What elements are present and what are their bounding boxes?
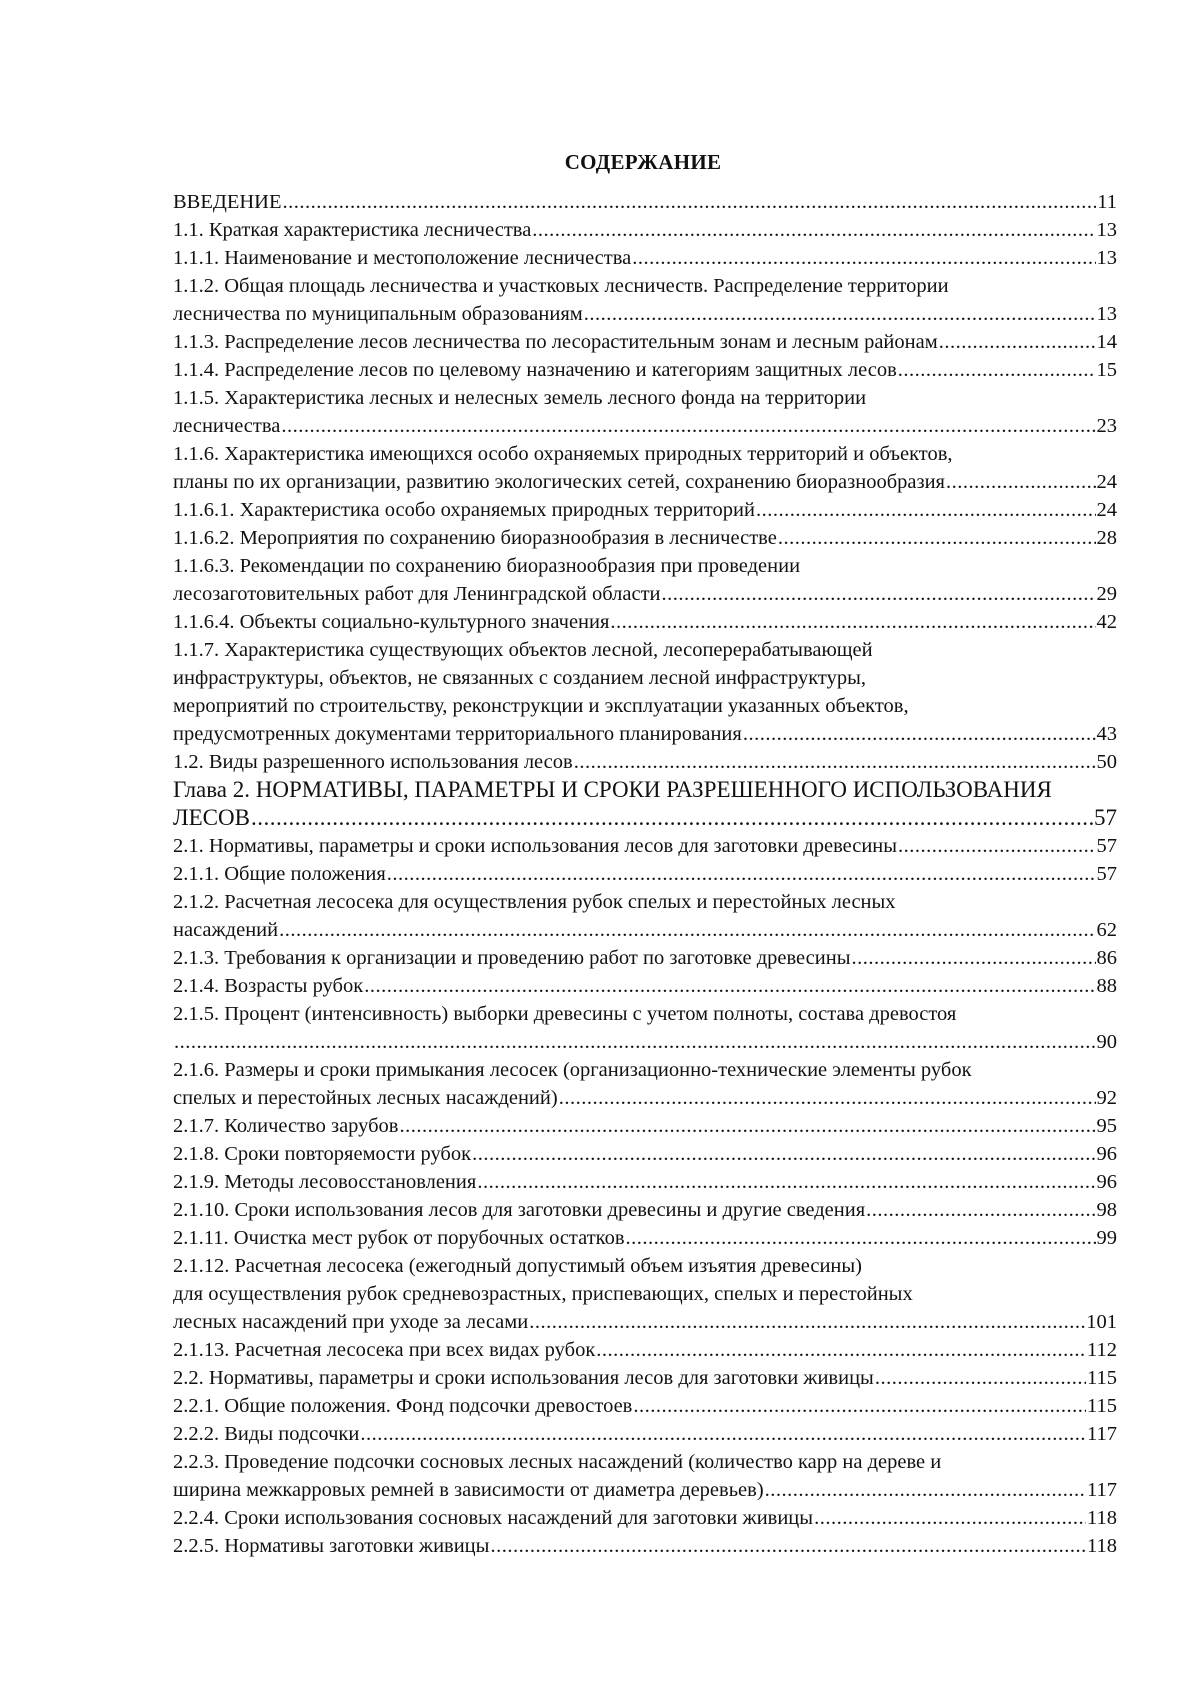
toc-page-number: 57 bbox=[1096, 835, 1117, 857]
toc-entry-text: 2.1.11. Очистка мест рубок от порубочных остатков bbox=[173, 1227, 625, 1249]
toc-page-number: 57 bbox=[1096, 863, 1117, 885]
toc-entry[interactable] bbox=[173, 384, 1117, 440]
toc-page-number: 118 bbox=[1087, 1507, 1117, 1529]
toc-page-number: 11 bbox=[1097, 191, 1117, 213]
toc-page-number: 92 bbox=[1096, 1087, 1117, 1109]
toc-entry-last-line bbox=[173, 1196, 1117, 1224]
toc-entry-last-line bbox=[173, 244, 1117, 272]
dot-leader bbox=[626, 1224, 1096, 1252]
toc-entry-last-line bbox=[173, 1532, 1117, 1560]
toc-page-number: 115 bbox=[1087, 1367, 1117, 1389]
table-of-contents bbox=[173, 188, 1117, 1560]
toc-entry-text: Глава 2. НОРМАТИВЫ, ПАРАМЕТРЫ И СРОКИ РАЗРЕШЕННОГО ИСПОЛЬЗОВАНИЯ bbox=[173, 777, 1052, 802]
dot-leader bbox=[364, 972, 1095, 1000]
dot-leader bbox=[662, 580, 1096, 608]
toc-entry[interactable] bbox=[173, 496, 1117, 524]
toc-entry[interactable] bbox=[173, 1168, 1117, 1196]
toc-entry-text: 1.1.6. Характеристика имеющихся особо охраняемых природных территорий и объектов, bbox=[173, 443, 953, 465]
toc-entry[interactable] bbox=[173, 524, 1117, 552]
toc-page-number: 96 bbox=[1096, 1143, 1117, 1165]
toc-entry-text: 2.2. Нормативы, параметры и сроки использования лесов для заготовки живицы bbox=[173, 1367, 874, 1389]
toc-entry-text: предусмотренных документами территориального планирования bbox=[173, 723, 742, 745]
toc-entry[interactable] bbox=[173, 328, 1117, 356]
toc-entry-text: 1.1.7. Характеристика существующих объектов лесной, лесоперерабатывающей bbox=[173, 639, 873, 661]
toc-entry[interactable] bbox=[173, 440, 1117, 496]
toc-entry-last-line bbox=[173, 944, 1117, 972]
toc-page-number: 14 bbox=[1096, 331, 1117, 353]
toc-page-number: 24 bbox=[1096, 471, 1117, 493]
toc-entry[interactable] bbox=[173, 1392, 1117, 1420]
toc-entry[interactable] bbox=[173, 216, 1117, 244]
toc-page-number: 50 bbox=[1096, 751, 1117, 773]
toc-entry[interactable] bbox=[173, 1056, 1117, 1112]
toc-page-number: 98 bbox=[1096, 1199, 1117, 1221]
dot-leader bbox=[400, 1112, 1096, 1140]
toc-page-number: 13 bbox=[1096, 303, 1117, 325]
dot-leader bbox=[574, 748, 1096, 776]
toc-entry-last-line bbox=[173, 412, 1117, 440]
dot-leader bbox=[610, 608, 1095, 636]
toc-entry[interactable] bbox=[173, 944, 1117, 972]
toc-entry-text: инфраструктуры, объектов, не связанных с созданием лесной инфраструктуры, bbox=[173, 667, 866, 689]
toc-entry-last-line bbox=[173, 496, 1117, 524]
toc-page-number: 112 bbox=[1087, 1339, 1117, 1361]
toc-entry[interactable] bbox=[173, 552, 1117, 608]
toc-page-number: 115 bbox=[1087, 1395, 1117, 1417]
toc-entry-last-line bbox=[173, 1364, 1117, 1392]
dot-leader bbox=[875, 1364, 1086, 1392]
toc-entry-text: 2.1.4. Возрасты рубок bbox=[173, 975, 364, 997]
dot-leader bbox=[387, 860, 1096, 888]
toc-entry[interactable] bbox=[173, 272, 1117, 328]
dot-leader bbox=[529, 1308, 1085, 1336]
toc-title: СОДЕРЖАНИЕ bbox=[564, 150, 722, 174]
toc-entry-last-line bbox=[173, 1392, 1117, 1420]
toc-entry-text: 1.1.1. Наименование и местоположение лесничества bbox=[173, 247, 632, 269]
toc-entry-last-line bbox=[173, 804, 1117, 832]
dot-leader bbox=[851, 944, 1095, 972]
toc-entry[interactable] bbox=[173, 1364, 1117, 1392]
toc-entry-last-line bbox=[173, 916, 1117, 944]
toc-entry-last-line bbox=[173, 608, 1117, 636]
toc-entry-last-line bbox=[173, 1028, 1117, 1056]
dot-leader bbox=[898, 356, 1096, 384]
toc-entry-text: 1.1.6.1. Характеристика особо охраняемых природных территорий bbox=[173, 499, 755, 521]
toc-page-number: 117 bbox=[1087, 1423, 1117, 1445]
toc-entry-text: 2.1.3. Требования к организации и проведению работ по заготовке древесины bbox=[173, 947, 851, 969]
toc-entry[interactable] bbox=[173, 776, 1117, 832]
toc-entry-text: ширина межкарровых ремней в зависимости от диаметра деревьев) bbox=[173, 1479, 764, 1501]
toc-entry-text: 1.1.6.3. Рекомендации по сохранению биоразнообразия при проведении bbox=[173, 555, 801, 577]
toc-entry[interactable] bbox=[173, 1252, 1117, 1336]
toc-entry-last-line bbox=[173, 524, 1117, 552]
toc-page-number: 90 bbox=[1096, 1031, 1117, 1053]
toc-entry-last-line bbox=[173, 832, 1117, 860]
toc-entry-last-line bbox=[173, 1308, 1117, 1336]
toc-page-number: 13 bbox=[1096, 247, 1117, 269]
toc-entry-last-line bbox=[173, 1168, 1117, 1196]
toc-page-number: 42 bbox=[1096, 611, 1117, 633]
toc-entry-last-line bbox=[173, 356, 1117, 384]
toc-entry[interactable] bbox=[173, 1196, 1117, 1224]
toc-entry-text: лесных насаждений при уходе за лесами bbox=[173, 1311, 529, 1333]
toc-entry-text: 1.2. Виды разрешенного использования лесов bbox=[173, 751, 573, 773]
toc-entry-last-line bbox=[173, 1112, 1117, 1140]
toc-entry-text: 2.1.6. Размеры и сроки примыкания лесосек (организационно-технические элементы рубок bbox=[173, 1059, 972, 1081]
toc-page-number: 86 bbox=[1096, 947, 1117, 969]
dot-leader bbox=[174, 1028, 1096, 1056]
dot-leader bbox=[898, 832, 1095, 860]
toc-entry-last-line bbox=[173, 1420, 1117, 1448]
toc-entry[interactable] bbox=[173, 1336, 1117, 1364]
dot-leader bbox=[946, 468, 1096, 496]
dot-leader bbox=[281, 412, 1095, 440]
toc-entry-text: 2.1.8. Сроки повторяемости рубок bbox=[173, 1143, 472, 1165]
toc-entry-text: 2.2.5. Нормативы заготовки живицы bbox=[173, 1535, 490, 1557]
toc-entry-last-line bbox=[173, 1476, 1117, 1504]
dot-leader bbox=[596, 1336, 1086, 1364]
dot-leader bbox=[490, 1532, 1086, 1560]
toc-page-number: 28 bbox=[1096, 527, 1117, 549]
toc-page-number: 24 bbox=[1096, 499, 1117, 521]
toc-entry-last-line bbox=[173, 216, 1117, 244]
toc-entry[interactable] bbox=[173, 1000, 1117, 1056]
toc-entry-text: 2.1.1. Общие положения bbox=[173, 863, 386, 885]
toc-entry[interactable] bbox=[173, 244, 1117, 272]
toc-entry[interactable] bbox=[173, 1504, 1117, 1532]
dot-leader bbox=[279, 916, 1095, 944]
toc-entry-last-line bbox=[173, 1336, 1117, 1364]
toc-entry-text: 2.2.1. Общие положения. Фонд подсочки древостоев bbox=[173, 1395, 633, 1417]
toc-entry[interactable] bbox=[173, 972, 1117, 1000]
toc-entry-last-line bbox=[173, 468, 1117, 496]
toc-entry-last-line bbox=[173, 972, 1117, 1000]
toc-entry-text: 1.1.2. Общая площадь лесничества и участковых лесничеств. Распределение территории bbox=[173, 275, 949, 297]
dot-leader bbox=[472, 1140, 1095, 1168]
toc-entry[interactable] bbox=[173, 356, 1117, 384]
toc-entry-last-line bbox=[173, 580, 1117, 608]
dot-leader bbox=[633, 1392, 1086, 1420]
toc-entry-last-line bbox=[173, 328, 1117, 356]
toc-page-number: 101 bbox=[1086, 1311, 1117, 1333]
toc-entry[interactable] bbox=[173, 1112, 1117, 1140]
toc-entry-text: 2.2.2. Виды подсочки bbox=[173, 1423, 360, 1445]
toc-page-number: 62 bbox=[1096, 919, 1117, 941]
toc-entry-text: 2.2.3. Проведение подсочки сосновых лесных насаждений (количество карр на дереве и bbox=[173, 1451, 942, 1473]
toc-page-number: 88 bbox=[1096, 975, 1117, 997]
toc-entry[interactable] bbox=[173, 1224, 1117, 1252]
dot-leader bbox=[632, 244, 1095, 272]
toc-page-number: 118 bbox=[1087, 1535, 1117, 1557]
toc-entry-last-line bbox=[173, 748, 1117, 776]
dot-leader bbox=[251, 804, 1093, 832]
toc-entry-text: 1.1.3. Распределение лесов лесничества по лесорастительным зонам и лесным районам bbox=[173, 331, 938, 353]
toc-page-number: 13 bbox=[1096, 219, 1117, 241]
toc-entry-last-line bbox=[173, 1504, 1117, 1532]
dot-leader bbox=[866, 1196, 1095, 1224]
toc-entry[interactable] bbox=[173, 188, 1117, 216]
toc-entry[interactable] bbox=[173, 1532, 1117, 1560]
toc-entry-text: 1.1.5. Характеристика лесных и нелесных земель лесного фонда на территории bbox=[173, 387, 867, 409]
dot-leader bbox=[283, 188, 1097, 216]
dot-leader bbox=[743, 720, 1096, 748]
toc-entry-text: 2.1.9. Методы лесовосстановления bbox=[173, 1171, 477, 1193]
dot-leader bbox=[778, 524, 1096, 552]
toc-entry[interactable] bbox=[173, 608, 1117, 636]
toc-entry[interactable] bbox=[173, 1420, 1117, 1448]
toc-entry[interactable] bbox=[173, 636, 1117, 748]
toc-entry[interactable] bbox=[173, 888, 1117, 944]
toc-entry-text: 2.1. Нормативы, параметры и сроки использования лесов для заготовки древесины bbox=[173, 835, 898, 857]
toc-entry-text: ВВЕДЕНИЕ bbox=[173, 191, 282, 213]
dot-leader bbox=[756, 496, 1096, 524]
toc-page-number: 15 bbox=[1096, 359, 1117, 381]
toc-entry-text: 1.1.4. Распределение лесов по целевому назначению и категориям защитных лесов bbox=[173, 359, 897, 381]
toc-page-number: 23 bbox=[1096, 415, 1117, 437]
toc-entry-text: лесничества по муниципальным образованиям bbox=[173, 303, 583, 325]
dot-leader bbox=[814, 1504, 1086, 1532]
toc-entry-text: 1.1.6.4. Объекты социально-культурного значения bbox=[173, 611, 610, 633]
toc-page-number: 117 bbox=[1087, 1479, 1117, 1501]
toc-entry-text: планы по их организации, развитию экологических сетей, сохранению биоразнообразия bbox=[173, 471, 945, 493]
dot-leader bbox=[477, 1168, 1095, 1196]
toc-entry-text: мероприятий по строительству, реконструкции и эксплуатации указанных объектов, bbox=[173, 695, 909, 717]
toc-entry[interactable] bbox=[173, 860, 1117, 888]
toc-entry-text: 1.1. Краткая характеристика лесничества bbox=[173, 219, 532, 241]
toc-entry[interactable] bbox=[173, 1448, 1117, 1504]
dot-leader bbox=[765, 1476, 1086, 1504]
toc-entry-text: 1.1.6.2. Мероприятия по сохранению биоразнообразия в лесничестве bbox=[173, 527, 777, 549]
toc-entry-text: спелых и перестойных лесных насаждений) bbox=[173, 1087, 558, 1109]
toc-entry-last-line bbox=[173, 1084, 1117, 1112]
toc-entry-text: 2.1.12. Расчетная лесосека (ежегодный допустимый объем изъятия древесины) bbox=[173, 1255, 863, 1277]
toc-page-number: 95 bbox=[1096, 1115, 1117, 1137]
toc-entry-last-line bbox=[173, 720, 1117, 748]
dot-leader bbox=[584, 300, 1096, 328]
toc-entry-last-line bbox=[173, 1224, 1117, 1252]
toc-entry-text: лесничества bbox=[173, 415, 281, 437]
toc-page-number: 57 bbox=[1094, 805, 1117, 830]
toc-entry-text: насаждений bbox=[173, 919, 279, 941]
toc-page-number: 99 bbox=[1096, 1227, 1117, 1249]
dot-leader bbox=[360, 1420, 1086, 1448]
toc-entry-last-line bbox=[173, 188, 1117, 216]
toc-entry-text: лесозаготовительных работ для Ленинградской области bbox=[173, 583, 661, 605]
toc-entry[interactable] bbox=[173, 832, 1117, 860]
toc-entry-text: 2.1.10. Сроки использования лесов для заготовки древесины и другие сведения bbox=[173, 1199, 866, 1221]
toc-entry[interactable] bbox=[173, 1140, 1117, 1168]
toc-entry-text: ЛЕСОВ bbox=[173, 805, 250, 830]
toc-entry-text: для осуществления рубок средневозрастных, приспевающих, спелых и перестойных bbox=[173, 1283, 913, 1305]
toc-entry-last-line bbox=[173, 1140, 1117, 1168]
toc-page-number: 43 bbox=[1096, 723, 1117, 745]
toc-page-number: 96 bbox=[1096, 1171, 1117, 1193]
toc-entry[interactable] bbox=[173, 748, 1117, 776]
toc-entry-text: 2.1.2. Расчетная лесосека для осуществления рубок спелых и перестойных лесных bbox=[173, 891, 896, 913]
dot-leader bbox=[939, 328, 1096, 356]
dot-leader bbox=[559, 1084, 1096, 1112]
toc-entry-last-line bbox=[173, 300, 1117, 328]
toc-entry-text: 2.1.5. Процент (интенсивность) выборки древесины с учетом полноты, состава древостоя bbox=[173, 1003, 957, 1025]
toc-entry-text: 2.1.13. Расчетная лесосека при всех видах рубок bbox=[173, 1339, 596, 1361]
dot-leader bbox=[532, 216, 1095, 244]
toc-page-number: 29 bbox=[1096, 583, 1117, 605]
toc-entry-last-line bbox=[173, 860, 1117, 888]
toc-entry-text: 2.1.7. Количество зарубов bbox=[173, 1115, 399, 1137]
toc-entry-text: 2.2.4. Сроки использования сосновых насаждений для заготовки живицы bbox=[173, 1507, 814, 1529]
